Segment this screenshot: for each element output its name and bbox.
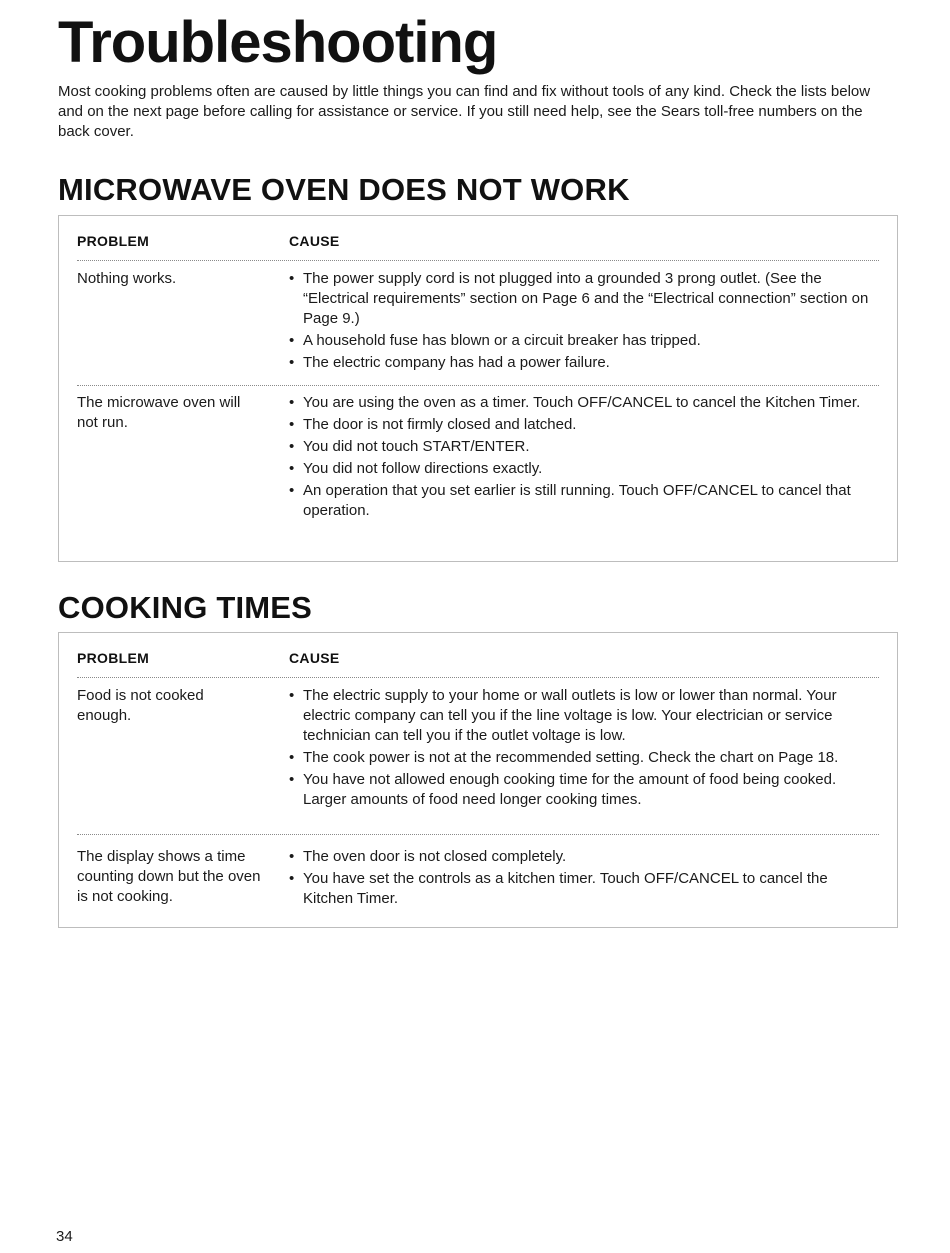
cause-text: You did not touch START/ENTER. bbox=[303, 438, 530, 455]
section-heading-microwave-not-working: MICROWAVE OVEN DOES NOT WORK bbox=[58, 172, 630, 207]
cause-item bbox=[289, 748, 879, 768]
cause-item bbox=[289, 481, 879, 521]
bullet-icon: • bbox=[289, 848, 295, 865]
cause-text: The cook power is not at the recommended setting. Check the chart on Page 18. bbox=[303, 749, 839, 766]
page-number: 34 bbox=[56, 1228, 73, 1245]
column-header-problem: PROBLEM bbox=[77, 233, 150, 249]
cause-list bbox=[289, 269, 879, 375]
section-heading-cooking-times: COOKING TIMES bbox=[58, 590, 313, 625]
column-header-problem: PROBLEM bbox=[77, 650, 150, 666]
cause-text: The power supply cord is not plugged into a grounded 3 prong outlet. (See the “Electrical requirements” section on Page 6 and the “Electrical connection” section on Page 9.) bbox=[303, 270, 869, 327]
cause-item bbox=[289, 331, 879, 351]
problem-text: Nothing works. bbox=[77, 270, 177, 287]
bullet-icon: • bbox=[289, 438, 295, 455]
cause-text: The door is not firmly closed and latched. bbox=[303, 416, 577, 433]
cause-item bbox=[289, 770, 879, 810]
bullet-icon: • bbox=[289, 687, 295, 704]
column-header-cause: CAUSE bbox=[289, 650, 340, 666]
table-row bbox=[77, 269, 879, 386]
cause-item bbox=[289, 415, 879, 435]
bullet-icon: • bbox=[289, 354, 295, 371]
cause-text: You have not allowed enough cooking time for the amount of food being cooked. Larger amounts of food need longer cooking times. bbox=[303, 771, 837, 808]
cause-text: You are using the oven as a timer. Touch OFF/CANCEL to cancel the Kitchen Timer. bbox=[303, 394, 861, 411]
cause-list bbox=[289, 847, 879, 911]
cause-list bbox=[289, 686, 879, 812]
troubleshooting-table-microwave bbox=[58, 215, 898, 562]
cause-text: The electric supply to your home or wall outlets is low or lower than normal. Your electric company can tell you if the line voltage is low. Your electrician or service technician can tell you if the outlet voltage is low. bbox=[303, 687, 837, 744]
bullet-icon: • bbox=[289, 394, 295, 411]
bullet-icon: • bbox=[289, 416, 295, 433]
cause-text: An operation that you set earlier is still running. Touch OFF/CANCEL to cancel that operation. bbox=[303, 482, 851, 519]
bullet-icon: • bbox=[289, 482, 295, 499]
column-header-cause: CAUSE bbox=[289, 233, 340, 249]
cause-list bbox=[289, 393, 879, 523]
cause-text: The electric company has had a power failure. bbox=[303, 354, 610, 371]
table-row bbox=[77, 686, 879, 835]
cause-item bbox=[289, 869, 879, 909]
cause-item bbox=[289, 686, 879, 746]
table-row bbox=[77, 847, 879, 921]
table-header bbox=[77, 216, 879, 261]
cause-item bbox=[289, 459, 879, 479]
cause-item bbox=[289, 393, 879, 413]
table-row bbox=[77, 393, 879, 553]
cause-item bbox=[289, 353, 879, 373]
cause-text: The oven door is not closed completely. bbox=[303, 848, 567, 865]
problem-text: The microwave oven will not run. bbox=[77, 394, 241, 431]
bullet-icon: • bbox=[289, 332, 295, 349]
page-title: Troubleshooting bbox=[58, 10, 498, 75]
problem-text: The display shows a time counting down but the oven is not cooking. bbox=[77, 848, 261, 905]
intro-paragraph: Most cooking problems often are caused by little things you can find and fix without tools of any kind. Check the lists below and on the next page before calling for assistance or service. If you still need help, see the Sears toll-free numbers on the back cover. bbox=[58, 83, 871, 140]
table-header bbox=[77, 633, 879, 678]
cause-text: You did not follow directions exactly. bbox=[303, 460, 543, 477]
troubleshooting-table-cooking-times bbox=[58, 632, 898, 928]
cause-item bbox=[289, 847, 879, 867]
bullet-icon: • bbox=[289, 460, 295, 477]
cause-text: You have set the controls as a kitchen timer. Touch OFF/CANCEL to cancel the Kitchen Timer. bbox=[303, 870, 828, 907]
cause-item bbox=[289, 437, 879, 457]
bullet-icon: • bbox=[289, 870, 295, 887]
bullet-icon: • bbox=[289, 749, 295, 766]
cause-item bbox=[289, 269, 879, 329]
problem-text: Food is not cooked enough. bbox=[77, 687, 204, 724]
bullet-icon: • bbox=[289, 771, 295, 788]
bullet-icon: • bbox=[289, 270, 295, 287]
cause-text: A household fuse has blown or a circuit breaker has tripped. bbox=[303, 332, 701, 349]
